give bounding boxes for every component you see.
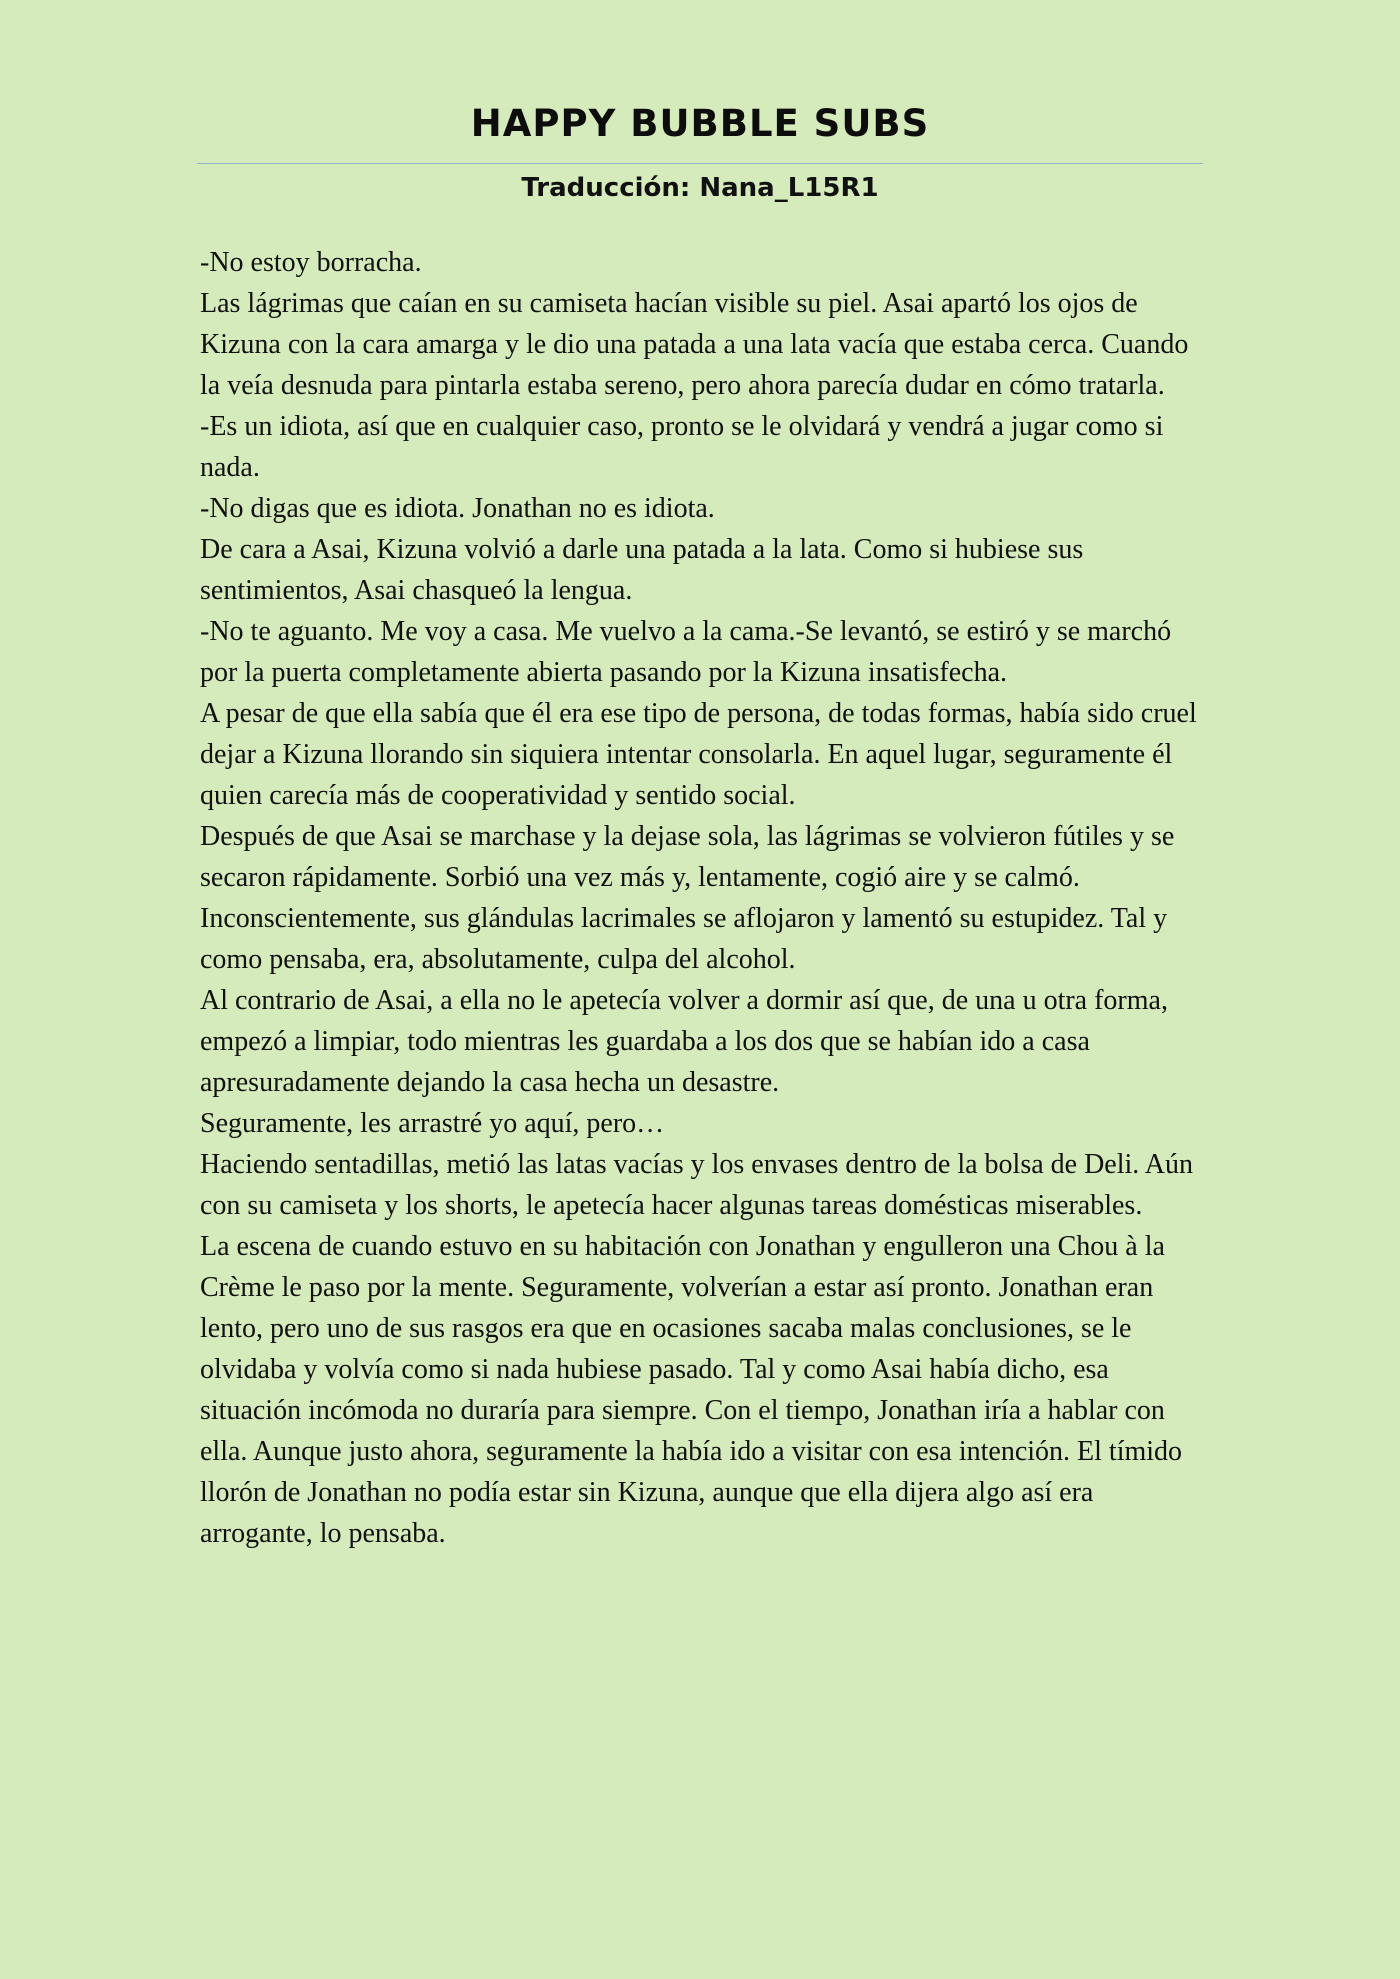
paragraph: Haciendo sentadillas, metió las latas vacías y los envases dentro de la bolsa de Deli. Aún con su camiseta y los shorts, le apetecía hacer algunas tareas domésticas miserables. [200, 1149, 1193, 1221]
paragraph: -Es un idiota, así que en cualquier caso, pronto se le olvidará y vendrá a jugar como si nada. [200, 411, 1164, 483]
paragraph: De cara a Asai, Kizuna volvió a darle una patada a la lata. Como si hubiese sus sentimientos, Asai chasqueó la lengua. [200, 534, 1084, 606]
paragraph: -No estoy borracha. [200, 247, 422, 278]
translator-credit: Traducción: Nana_L15R1 [521, 173, 879, 203]
header-title: HAPPY BUBBLE SUBS [470, 102, 930, 145]
header-divider [197, 163, 1203, 164]
paragraph: -No digas que es idiota. Jonathan no es idiota. [200, 493, 715, 524]
paragraph: A pesar de que ella sabía que él era ese tipo de persona, de todas formas, había sido cruel dejar a Kizuna llorando sin siquiera intentar consolarla. En aquel lugar, seguramente él quien carecía más de cooperatividad y sentido social. [200, 698, 1197, 811]
paragraph: La escena de cuando estuvo en su habitación con Jonathan y engulleron una Chou à la Crème le paso por la mente. Seguramente, volverían a estar así pronto. Jonathan eran lento, pero uno de sus rasgos era que en ocasiones sacaba malas conclusiones, se le olvidaba y volvía como si nada hubiese pasado. Tal y como Asai había dicho, esa situación incómoda no duraría para siempre. Con el tiempo, Jonathan iría a hablar con ella. Aunque justo ahora, seguramente la había ido a visitar con esa intención. El tímido llorón de Jonathan no podía estar sin Kizuna, aunque que ella dijera algo así era arrogante, lo pensaba. [200, 1231, 1183, 1549]
paragraph: Las lágrimas que caían en su camiseta hacían visible su piel. Asai apartó los ojos de Kizuna con la cara amarga y le dio una patada a una lata vacía que estaba cerca. Cuando la veía desnuda para pintarla estaba sereno, pero ahora parecía dudar en cómo tratarla. [200, 288, 1189, 401]
story-text [200, 242, 1210, 1554]
paragraph: Seguramente, les arrastré yo aquí, pero… [200, 1108, 665, 1139]
paragraph: Después de que Asai se marchase y la dejase sola, las lágrimas se volvieron fútiles y se secaron rápidamente. Sorbió una vez más y, lentamente, cogió aire y se calmó. Inconscientemente, sus glándulas lacrimales se aflojaron y lamentó su estupidez. Tal y como pensaba, era, absolutamente, culpa del alcohol. [200, 821, 1175, 975]
paragraph: Al contrario de Asai, a ella no le apetecía volver a dormir así que, de una u otra forma, empezó a limpiar, todo mientras les guardaba a los dos que se habían ido a casa apresuradamente dejando la casa hecha un desastre. [200, 985, 1168, 1098]
paragraph: -No te aguanto. Me voy a casa. Me vuelvo a la cama.-Se levantó, se estiró y se marchó por la puerta completamente abierta pasando por la Kizuna insatisfecha. [200, 616, 1172, 688]
